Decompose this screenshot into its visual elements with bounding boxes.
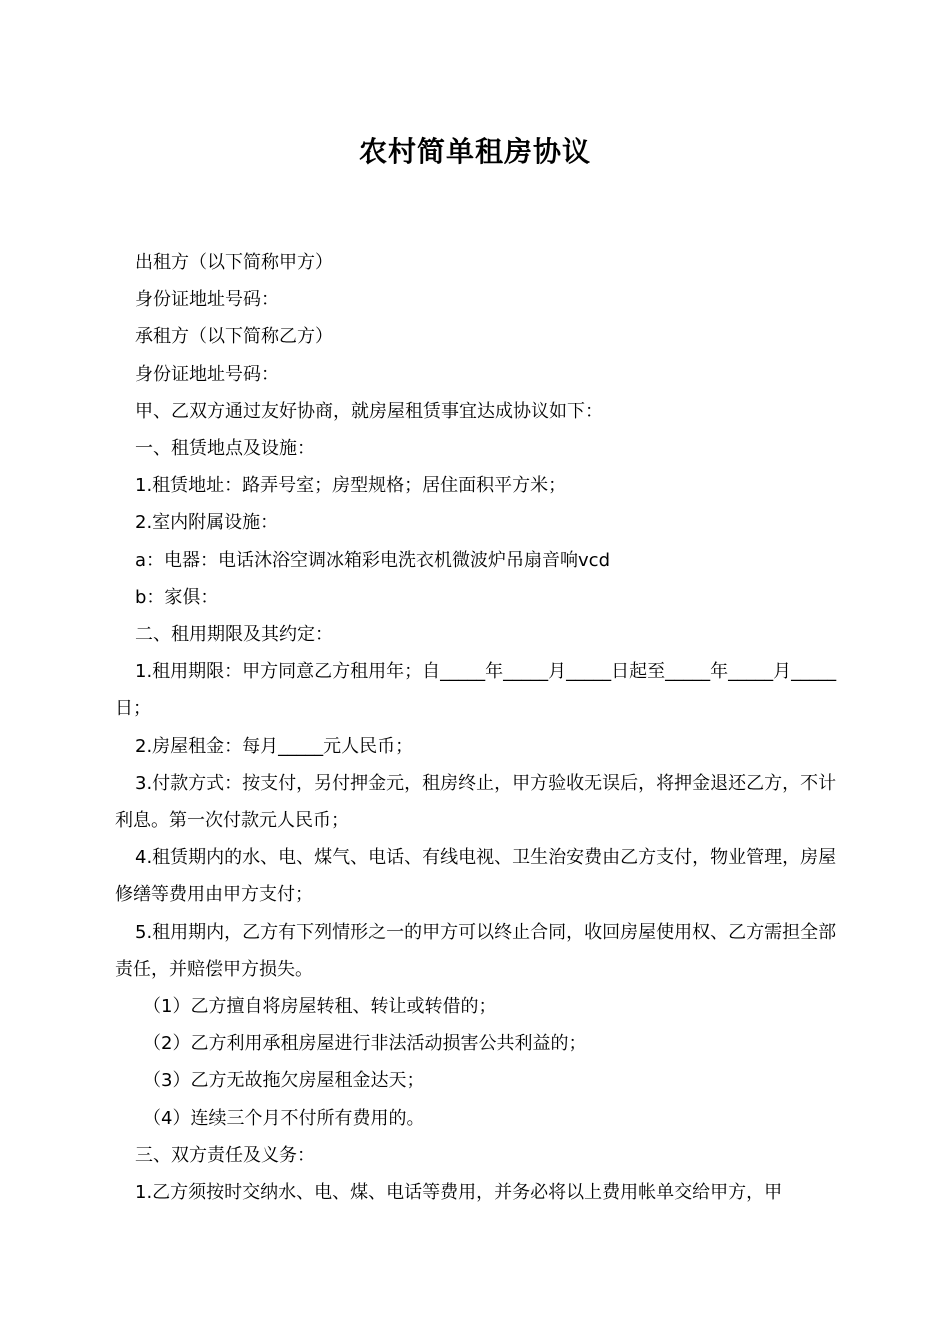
paragraph: 身份证地址号码： bbox=[135, 363, 279, 385]
paragraph: 3.付款方式：按支付，另付押金元，租房终止，甲方验收无误后，将押金退还乙方，不计利息。第一次付款元人民币； bbox=[115, 772, 837, 832]
section-heading: 一、租赁地点及设施： bbox=[135, 438, 315, 460]
paragraph: b：家俱： bbox=[135, 586, 219, 608]
section-heading: 二、租用期限及其约定： bbox=[135, 624, 333, 646]
paragraph: 承租方（以下简称乙方） bbox=[135, 326, 333, 348]
paragraph: 5.租用期内，乙方有下列情形之一的甲方可以终止合同，收回房屋使用权、乙方需担全部责任，并赔偿甲方损失。 bbox=[115, 921, 837, 980]
paragraph: 2.室内附属设施： bbox=[135, 512, 279, 534]
paragraph: 甲、乙双方通过友好协商，就房屋租赁事宜达成协议如下： bbox=[135, 400, 603, 422]
list-item: （3）乙方无故拖欠房屋租金达天； bbox=[143, 1070, 425, 1092]
list-item: （4）连续三个月不付所有费用的。 bbox=[143, 1107, 425, 1129]
paragraph: 身份证地址号码： bbox=[135, 289, 279, 311]
paragraph: 4.租赁期内的水、电、煤气、电话、有线电视、卫生治安费由乙方支付，物业管理，房屋修缮等费用由甲方支付； bbox=[115, 847, 837, 906]
document-body bbox=[115, 244, 850, 1211]
list-item: （2）乙方利用承租房屋进行非法活动损害公共利益的； bbox=[143, 1033, 587, 1055]
paragraph: 1.乙方须按时交纳水、电、煤、电话等费用，并务必将以上费用帐单交给甲方，甲 bbox=[135, 1182, 783, 1204]
paragraph: 1.租赁地址：路弄号室；房型规格；居住面积平方米； bbox=[135, 475, 567, 497]
paragraph: 1.租用期限：甲方同意乙方租用年；自_____年_____月_____日起至_____年_____月_____日； bbox=[115, 661, 837, 720]
document-title: 农村简单租房协议 bbox=[358, 135, 591, 168]
paragraph: 2.房屋租金：每月_____元人民币； bbox=[135, 735, 414, 757]
list-item: （1）乙方擅自将房屋转租、转让或转借的； bbox=[143, 996, 497, 1018]
paragraph: a：电器：电话沐浴空调冰箱彩电洗衣机微波炉吊扇音响vcd bbox=[135, 549, 611, 571]
paragraph: 出租方（以下简称甲方） bbox=[135, 252, 333, 273]
section-heading: 三、双方责任及义务： bbox=[135, 1144, 315, 1166]
